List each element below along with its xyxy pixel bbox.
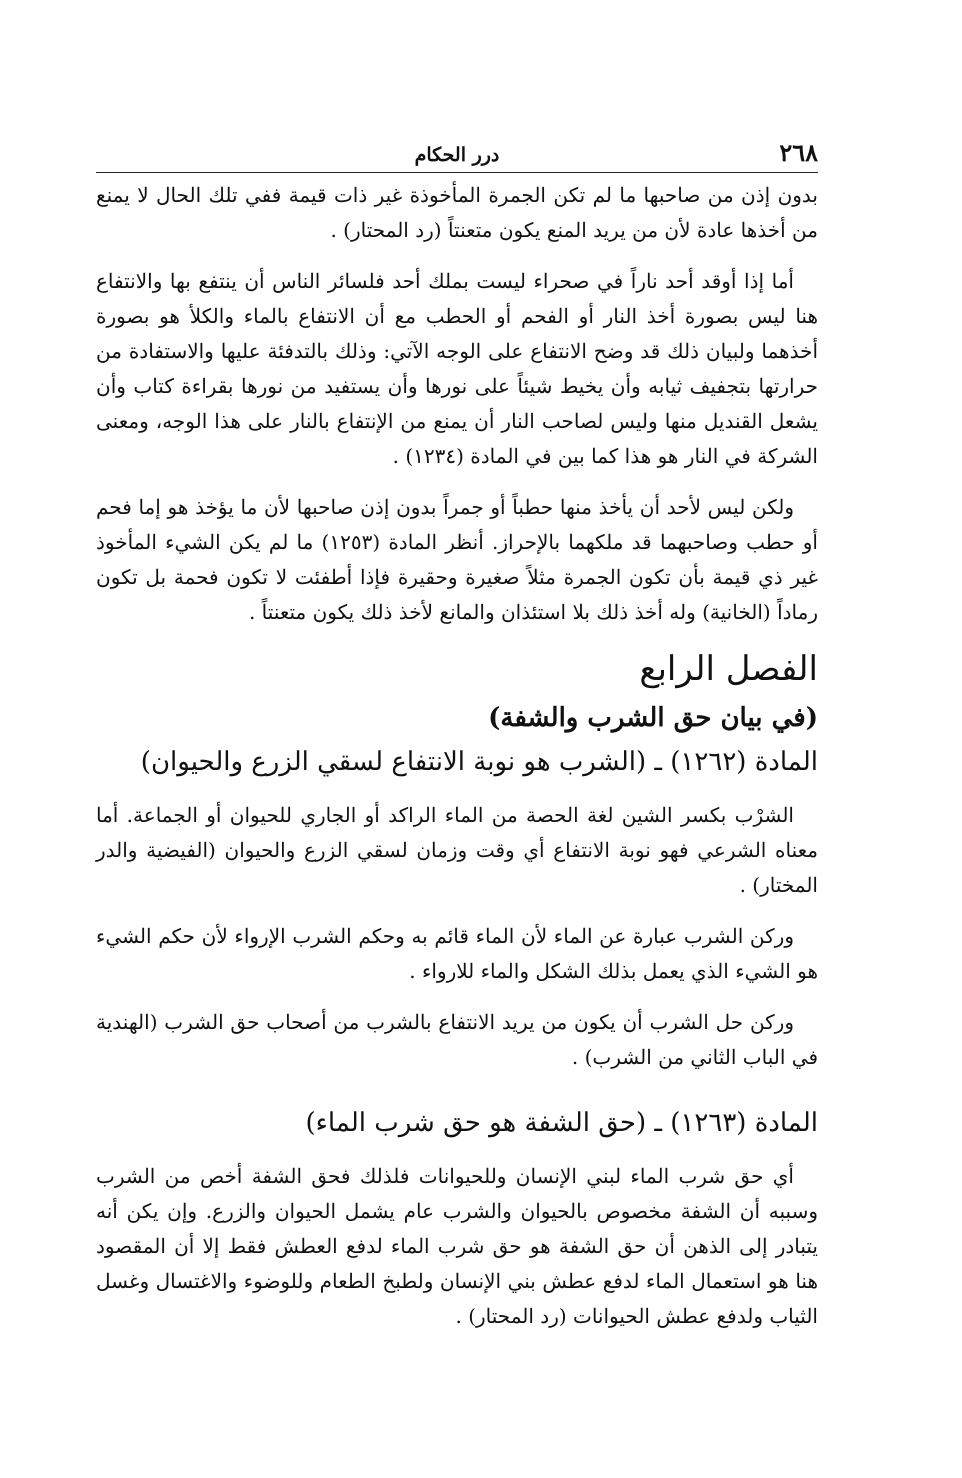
paragraph-shirb-definition: الشرْب بكسر الشين لغة الحصة من الماء الراكد أو الجاري للحيوان أو الجماعة. أما معناه الشرعي فهو نوبة الانتفاع أي وقت وزمان لسقي الزرع والحيوان (الفيضية والدر المختار) . [96, 803, 818, 897]
running-title: درر الحكام [414, 144, 500, 166]
page-body [96, 178, 818, 1350]
article-heading-1262: المادة (١٢٦٢) ـ (الشرب هو نوبة الانتفاع لسقي الزرع والحيوان) [140, 747, 818, 777]
paragraph-continuation: بدون إذن من صاحبها ما لم تكن الجمرة المأخوذة غير ذات قيمة ففي تلك الحال لا يمنع من أخذها عادة لأن من يريد المنع يكون متعنتاً (رد المحتار) . [96, 183, 818, 242]
paragraph-shirb-condition: وركن حل الشرب أن يكون من يريد الانتفاع بالشرب من أصحاب حق الشرب (الهندية في الباب الثاني من الشرب) . [96, 1010, 818, 1069]
paragraph-firewood: ولكن ليس لأحد أن يأخذ منها حطباً أو جمراً بدون إذن صاحبها لأن ما يؤخذ هو إما فحم أو حطب وصاحبهما قد ملكهما بالإحراز. أنظر المادة (١٢٥٣) ما لم يكن الشيء المأخوذ غير ذي قيمة بأن تكون الجمرة مثلاً صغيرة وحقيرة فإذا أطفئت لا تكون فحمة بل تكون رماداً (الخانية) وله أخذ ذلك بلا استئذان والمانع لأخذ ذلك يكون متعنتاً . [96, 495, 818, 624]
paragraph-shafa-definition: أي حق شرب الماء لبني الإنسان وللحيوانات فلذلك فحق الشفة أخص من الشرب وسببه أن الشفة مخصوص بالحيوان والشرب عام يشمل الحيوان والزرع. وإن يكن أنه يتبادر إلى الذهن أن حق الشفة هو حق شرب الماء لدفع العطش فقط إلا أن المقصود هنا هو استعمال الماء لدفع عطش بني الإنسان ولطبخ الطعام وللوضوء والاغتسال وغسل الثياب ولدفع عطش الحيوانات (رد المحتار) . [96, 1164, 818, 1328]
page-number: ٢٦٨ [779, 138, 818, 167]
page-header [96, 138, 818, 173]
article-heading-1263: المادة (١٢٦٣) ـ (حق الشفة هو حق شرب الماء) [305, 1108, 818, 1138]
paragraph-shirb-pillar: وركن الشرب عبارة عن الماء لأن الماء قائم به وحكم الشرب الإرواء لأن حكم الشيء هو الشيء الذي يعمل بذلك الشكل والماء للارواء . [96, 924, 818, 983]
chapter-subtitle: (في بيان حق الشرب والشفة) [488, 703, 818, 733]
chapter-title: الفصل الرابع [639, 649, 818, 689]
paragraph-fire-usage: أما إذا أوقد أحد ناراً في صحراء ليست بملك أحد فلسائر الناس أن ينتفع بها والانتفاع هنا ليس بصورة أخذ النار أو الفحم أو الحطب مع أن الانتفاع بالماء والكلأ هو بصورة أخذهما ولبيان ذلك قد وضح الانتفاع على الوجه الآتي: وذلك بالتدفئة عليها والاستفادة من حرارتها بتجفيف ثيابه وأن يخيط شيئاً على نورها وأن يستفيد من نورها بقراءة كتاب وأن يشعل القنديل منها وليس لصاحب النار أن يمنع من الإنتفاع بالنار على هذا الوجه، ومعنى الشركة في النار هو هذا كما بين في المادة (١٢٣٤) . [96, 269, 818, 468]
